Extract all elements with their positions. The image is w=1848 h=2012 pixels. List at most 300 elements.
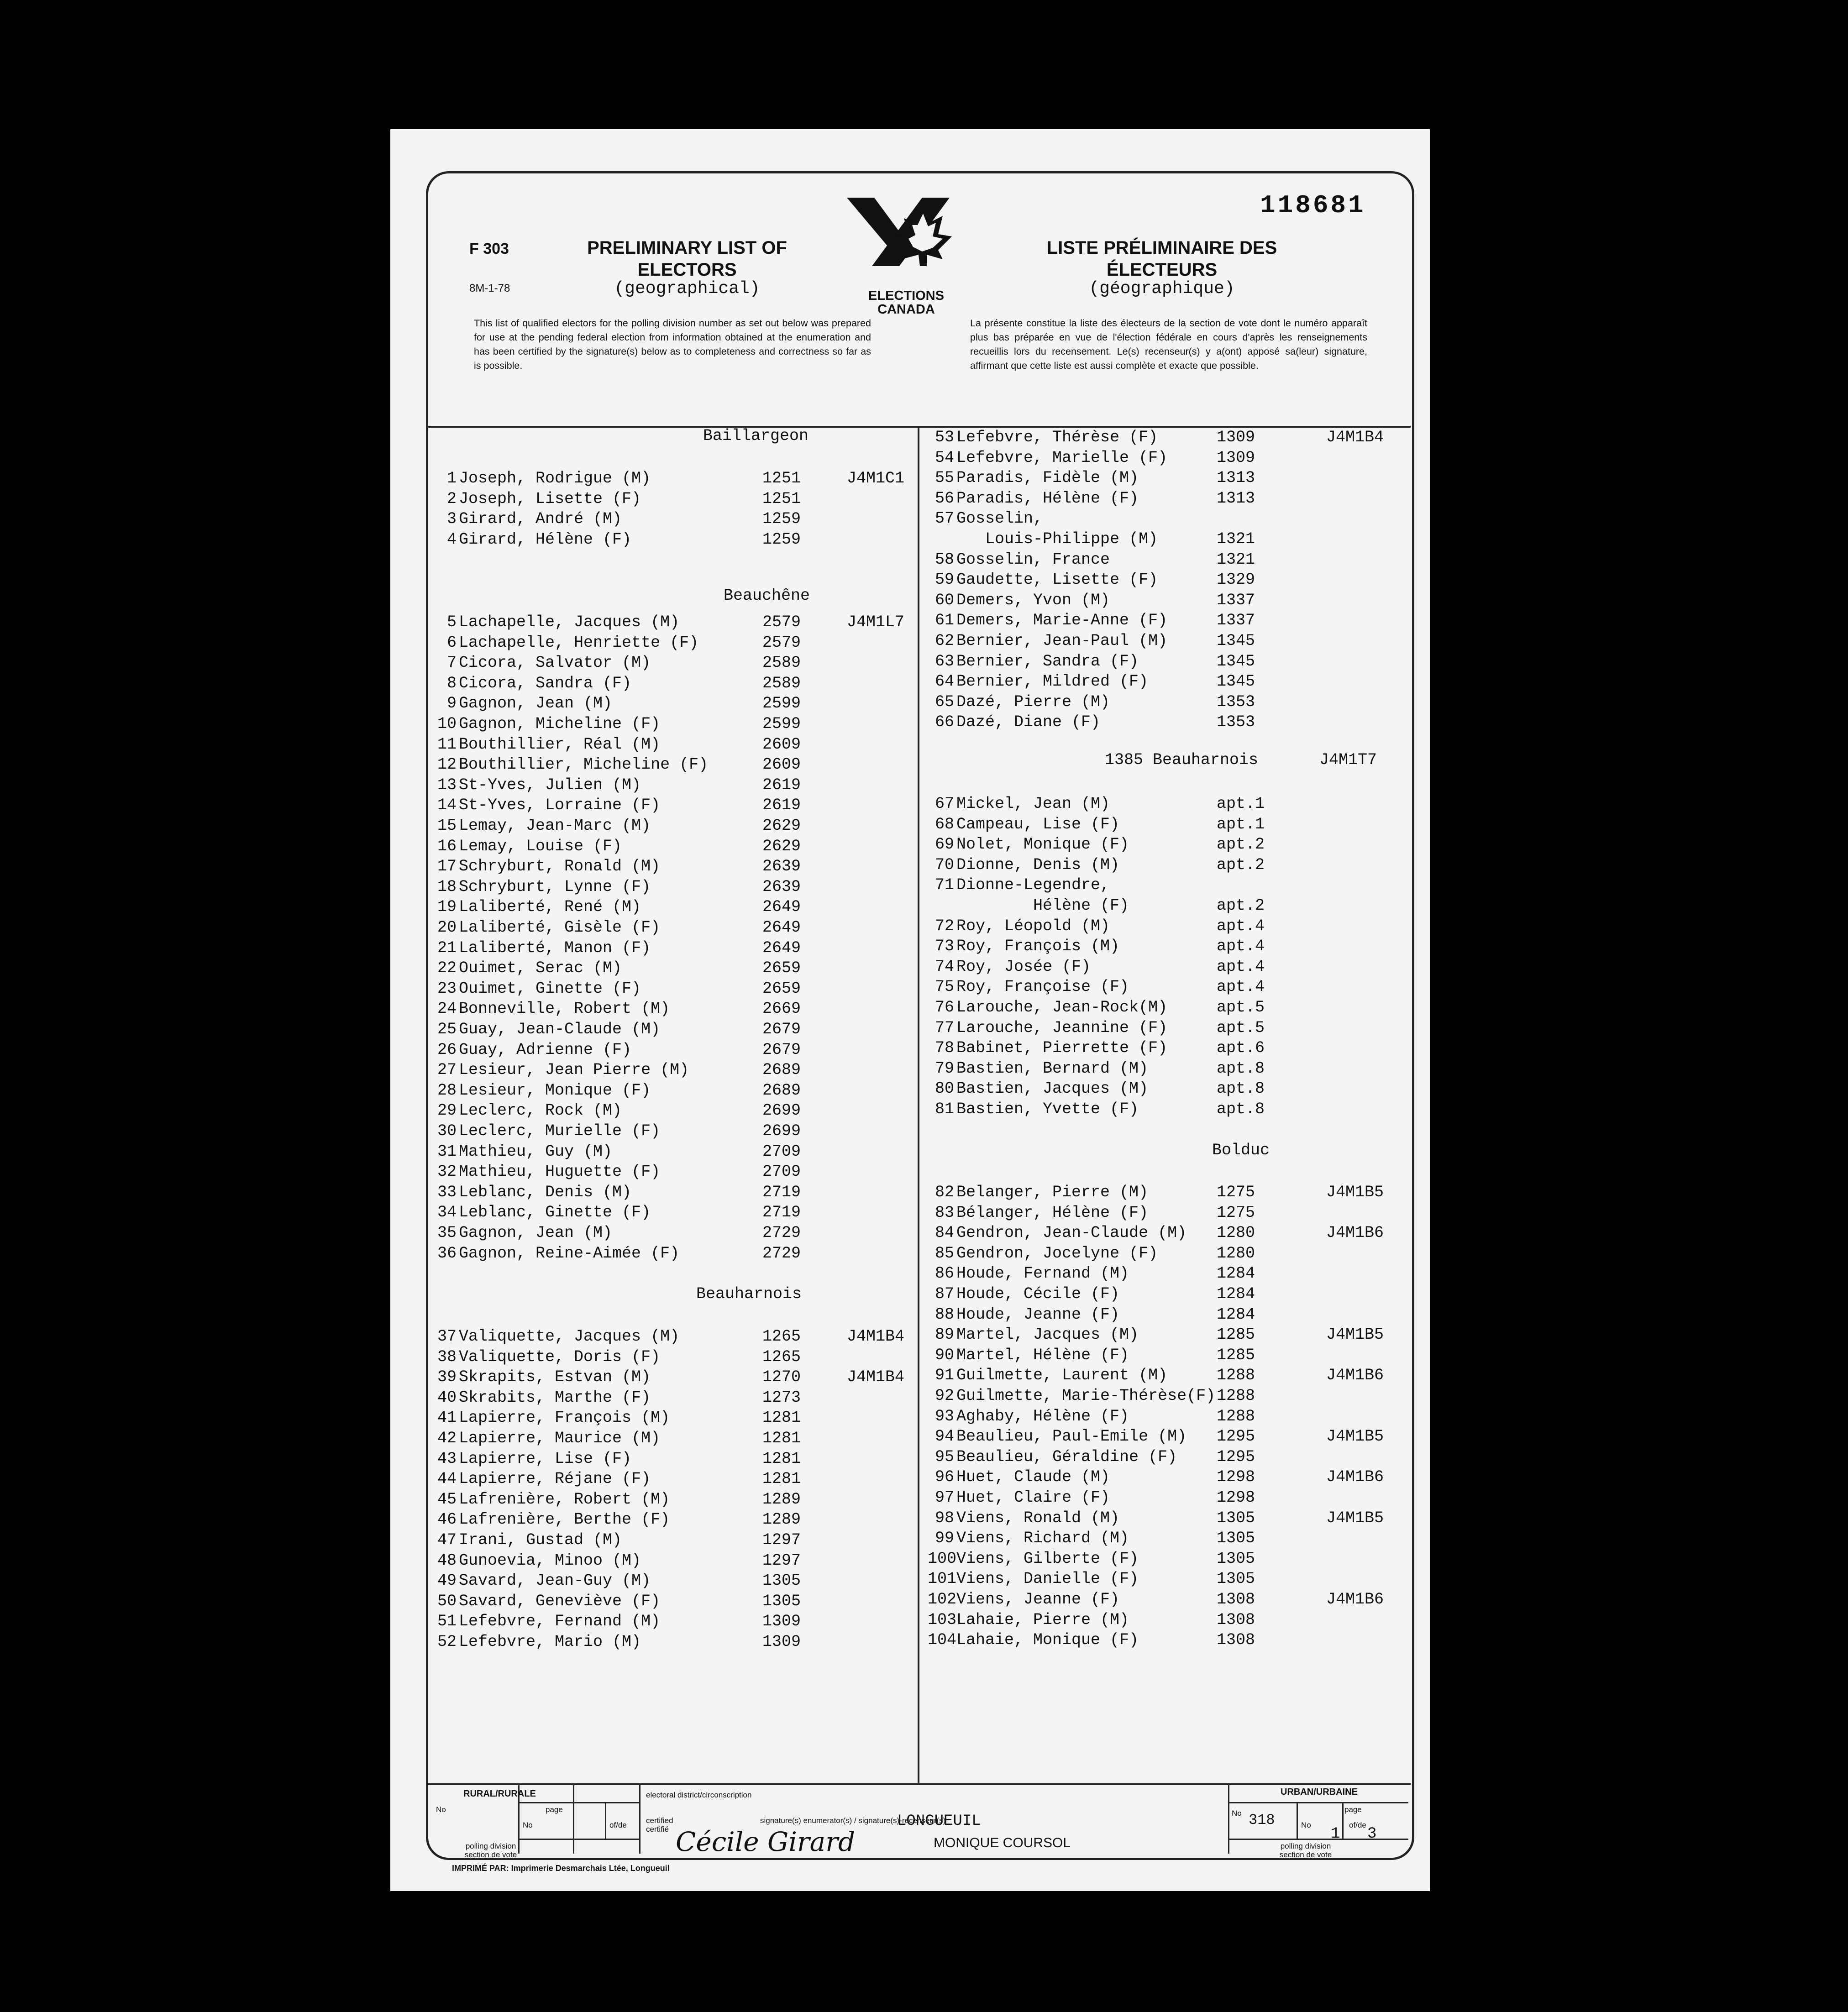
urban-page-label: page: [1344, 1805, 1362, 1814]
elector-address: 2639: [762, 877, 801, 896]
footer-line: [1228, 1785, 1229, 1854]
elector-address: 1305: [762, 1592, 801, 1610]
elector-name: Lapierre, Maurice (M): [459, 1429, 661, 1447]
subtitle-fr: (géographique): [1089, 279, 1235, 299]
elector-number: 50: [437, 1592, 457, 1610]
elector-address: 1305: [1217, 1570, 1255, 1588]
elector-name: Savard, Jean-Guy (M): [459, 1572, 651, 1590]
elector-address: 1305: [1217, 1529, 1255, 1548]
elector-name: Mickel, Jean (M): [956, 795, 1110, 813]
elector-name: Roy, François (M): [956, 937, 1120, 956]
elector-name: Dionne-Legendre,: [956, 876, 1110, 895]
elector-address: 2729: [762, 1224, 801, 1242]
elector-address: 1265: [762, 1347, 801, 1366]
footer-line: [573, 1785, 574, 1854]
polling-number: 318: [1249, 1812, 1275, 1829]
elector-name: Campeau, Lise (F): [956, 815, 1120, 833]
elector-name: Houde, Fernand (M): [956, 1264, 1129, 1283]
elector-number: 59: [934, 571, 954, 589]
elector-name: Louis-Philippe (M): [956, 530, 1158, 548]
elector-name: Laliberté, René (M): [459, 898, 641, 917]
elector-name: Lesieur, Monique (F): [459, 1081, 651, 1100]
title-fr: LISTE PRÉLIMINAIRE DES ÉLECTEURS: [1046, 238, 1277, 280]
elector-name: Bernier, Jean-Paul (M): [956, 632, 1168, 650]
elector-address: 1305: [762, 1572, 801, 1590]
elector-address: 1345: [1217, 632, 1255, 650]
elector-address: 1321: [1217, 550, 1255, 569]
elector-number: 65: [934, 692, 954, 711]
postal-code: J4M1B5: [1326, 1427, 1384, 1446]
elector-name: Schryburt, Ronald (M): [459, 857, 661, 876]
elector-number: 92: [934, 1387, 954, 1405]
postal-code: J4M1B6: [1326, 1224, 1384, 1242]
elector-name: Houde, Jeanne (F): [956, 1305, 1120, 1324]
elector-name: Leclerc, Rock (M): [459, 1101, 622, 1120]
elector-address: apt.4: [1217, 937, 1265, 956]
elector-name: Huet, Claude (M): [956, 1468, 1110, 1487]
postal-code: J4M1B5: [1326, 1183, 1384, 1201]
elector-address: 1313: [1217, 489, 1255, 508]
elector-name: Valiquette, Doris (F): [459, 1347, 661, 1366]
postal-code: J4M1B4: [847, 1368, 905, 1387]
elector-name: Gagnon, Micheline (F): [459, 715, 661, 733]
elector-address: 2649: [762, 918, 801, 937]
elector-address: 1353: [1217, 713, 1255, 732]
elector-number: 98: [934, 1509, 954, 1527]
elector-number: 16: [437, 837, 457, 855]
elector-address: 2659: [762, 959, 801, 978]
elector-name: Martel, Jacques (M): [956, 1326, 1139, 1344]
elector-number: 24: [437, 1000, 457, 1018]
elector-address: 1273: [762, 1388, 801, 1407]
column-divider: [918, 426, 919, 1783]
elector-name: Lachapelle, Henriette (F): [459, 633, 699, 652]
elector-number: 83: [934, 1203, 954, 1222]
elector-number: 70: [934, 855, 954, 874]
elector-name: Girard, André (M): [459, 510, 622, 529]
elector-name: Lefebvre, Marielle (F): [956, 448, 1168, 467]
elector-address: 2619: [762, 775, 801, 794]
elector-address: 2579: [762, 613, 801, 631]
elector-name: Savard, Geneviève (F): [459, 1592, 661, 1610]
elector-number: 29: [437, 1101, 457, 1120]
elector-number: 6: [446, 633, 457, 652]
street-heading: Beauharnois: [696, 1285, 802, 1303]
footer-line: [639, 1785, 640, 1854]
elector-address: 1288: [1217, 1366, 1255, 1385]
elector-address: 1270: [762, 1368, 801, 1387]
elector-address: 2719: [762, 1183, 801, 1201]
elector-name: Leblanc, Denis (M): [459, 1183, 632, 1201]
elector-number: 88: [934, 1305, 954, 1324]
elector-name: Guay, Adrienne (F): [459, 1040, 632, 1059]
rural-page-label: page: [546, 1805, 563, 1814]
elector-address: apt.5: [1217, 998, 1265, 1016]
postal-code: J4M1T7: [1319, 751, 1377, 769]
elector-number: 17: [437, 857, 457, 876]
elector-name: Roy, Françoise (F): [956, 978, 1129, 996]
rural-of-label: of/de: [609, 1821, 627, 1829]
street-heading: Baillargeon: [703, 427, 809, 445]
elector-address: apt.4: [1217, 917, 1265, 935]
footer-line: [1342, 1802, 1344, 1839]
elector-name: Ouimet, Ginette (F): [459, 979, 641, 998]
elector-number: 37: [437, 1327, 457, 1346]
elector-number: 48: [437, 1551, 457, 1570]
elector-name: Viens, Danielle (F): [956, 1570, 1139, 1588]
elector-address: 1289: [762, 1490, 801, 1509]
elector-number: 35: [437, 1224, 457, 1242]
elector-address: 1309: [762, 1633, 801, 1651]
elector-name: Lahaie, Pierre (M): [956, 1610, 1129, 1629]
elector-address: 2669: [762, 1000, 801, 1018]
elector-number: 20: [437, 918, 457, 937]
elector-name: Bastien, Jacques (M): [956, 1079, 1149, 1098]
elector-address: 2579: [762, 633, 801, 652]
elector-number: 64: [934, 672, 954, 691]
elector-address: 2649: [762, 898, 801, 917]
elector-address: 1295: [1217, 1427, 1255, 1446]
elector-number: 85: [934, 1244, 954, 1263]
elector-address: apt.8: [1217, 1100, 1265, 1118]
elector-address: 1308: [1217, 1610, 1255, 1629]
elector-address: 1298: [1217, 1468, 1255, 1487]
elector-number: 26: [437, 1040, 457, 1059]
elector-name: Leblanc, Ginette (F): [459, 1203, 651, 1222]
elector-name: St-Yves, Lorraine (F): [459, 796, 661, 815]
elector-address: 2659: [762, 979, 801, 998]
elector-address: 1353: [1217, 692, 1255, 711]
rural-no-label: No: [436, 1805, 446, 1814]
elector-address: 1288: [1217, 1387, 1255, 1405]
elector-address: 1281: [762, 1470, 801, 1488]
elector-number: 101: [928, 1570, 957, 1588]
elector-name: Viens, Jeanne (F): [956, 1590, 1120, 1609]
elector-address: apt.6: [1217, 1039, 1265, 1058]
elector-name: Lemay, Louise (F): [459, 837, 622, 855]
elections-canada-logo-icon: [845, 198, 968, 293]
elector-number: 91: [934, 1366, 954, 1385]
polling-label: polling division section de vote: [464, 1842, 517, 1859]
elector-name: Gendron, Jean-Claude (M): [956, 1224, 1187, 1242]
elector-name: Lemay, Jean-Marc (M): [459, 817, 651, 835]
elector-number: 38: [437, 1347, 457, 1366]
elector-number: 7: [446, 654, 457, 672]
elector-number: 42: [437, 1429, 457, 1447]
elector-name: Gunoevia, Minoo (M): [459, 1551, 641, 1570]
elector-name: Beaulieu, Paul-Emile (M): [956, 1427, 1187, 1446]
elector-name: Dazé, Pierre (M): [956, 692, 1110, 711]
elector-address: 1337: [1217, 591, 1255, 609]
postal-code: J4M1B6: [1326, 1590, 1384, 1609]
title-en: PRELIMINARY LIST OF ELECTORS: [587, 238, 787, 280]
elector-number: 81: [934, 1100, 954, 1118]
elector-address: 2589: [762, 674, 801, 692]
elector-name: Lapierre, François (M): [459, 1409, 670, 1427]
rural-no-label: No: [523, 1821, 533, 1829]
elector-number: 71: [934, 876, 954, 895]
elector-number: 13: [437, 775, 457, 794]
elector-address: 2619: [762, 796, 801, 815]
elector-number: 69: [934, 835, 954, 854]
elector-number: 10: [437, 715, 457, 733]
elector-address: 2609: [762, 755, 801, 774]
elector-number: 72: [934, 917, 954, 935]
elector-name: Paradis, Fidèle (M): [956, 469, 1139, 487]
elector-number: 49: [437, 1572, 457, 1590]
elector-number: 96: [934, 1468, 954, 1487]
elector-name: Valiquette, Jacques (M): [459, 1327, 680, 1346]
elector-name: Bouthillier, Réal (M): [459, 735, 661, 754]
elector-name: Mathieu, Guy (M): [459, 1142, 613, 1161]
elector-number: 3: [446, 510, 457, 529]
elector-name: Ouimet, Serac (M): [459, 959, 622, 978]
elector-address: 2629: [762, 837, 801, 855]
elector-name: Cicora, Salvator (M): [459, 654, 651, 672]
elector-number: 14: [437, 796, 457, 815]
elector-name: Guilmette, Marie-Thérèse(F): [956, 1387, 1216, 1405]
elector-number: 67: [934, 795, 954, 813]
elector-number: 78: [934, 1039, 954, 1058]
elector-number: 52: [437, 1633, 457, 1651]
elector-number: 68: [934, 815, 954, 833]
district-label: electoral district/circonscription: [646, 1791, 752, 1799]
elector-name: Belanger, Pierre (M): [956, 1183, 1149, 1201]
elector-name: Roy, Josée (F): [956, 957, 1091, 976]
elector-address: 2599: [762, 715, 801, 733]
elector-number: 66: [934, 713, 954, 732]
urban-no-label: No: [1301, 1821, 1311, 1829]
elector-name: Lefebvre, Thérèse (F): [956, 428, 1158, 446]
elector-name: Joseph, Lisette (F): [459, 489, 641, 508]
elector-address: 1289: [762, 1510, 801, 1529]
elector-address: apt.8: [1217, 1079, 1265, 1098]
elector-address: 2679: [762, 1020, 801, 1038]
postal-code: J4M1B4: [847, 1327, 905, 1346]
elector-name: Gagnon, Reine-Aimée (F): [459, 1244, 680, 1263]
elector-name: Bélanger, Hélène (F): [956, 1203, 1149, 1222]
elector-number: 27: [437, 1061, 457, 1079]
elector-name: Viens, Richard (M): [956, 1529, 1129, 1548]
elector-address: 1308: [1217, 1631, 1255, 1650]
elector-name: Cicora, Sandra (F): [459, 674, 632, 692]
postal-code: J4M1B4: [1326, 428, 1384, 446]
street-heading: Bolduc: [1212, 1141, 1270, 1159]
elector-address: 1345: [1217, 652, 1255, 671]
elector-address: 2699: [762, 1101, 801, 1120]
elector-name: Joseph, Rodrigue (M): [459, 469, 651, 487]
elector-name: Bonneville, Robert (M): [459, 1000, 670, 1018]
elector-number: 33: [437, 1183, 457, 1201]
elector-name: Leclerc, Murielle (F): [459, 1122, 661, 1140]
elector-address: 1259: [762, 530, 801, 549]
elector-name: Beaulieu, Géraldine (F): [956, 1447, 1177, 1466]
elector-number: 11: [437, 735, 457, 754]
elector-name: Aghaby, Hélène (F): [956, 1407, 1129, 1425]
elector-name: Gaudette, Lisette (F): [956, 571, 1158, 589]
postal-code: J4M1B6: [1326, 1468, 1384, 1487]
elector-number: 51: [437, 1612, 457, 1631]
elector-address: 2679: [762, 1040, 801, 1059]
elector-number: 55: [934, 469, 954, 487]
elector-address: 2709: [762, 1142, 801, 1161]
postal-code: J4M1B5: [1326, 1326, 1384, 1344]
elector-address: 1337: [1217, 611, 1255, 630]
elector-name: Larouche, Jeannine (F): [956, 1018, 1168, 1037]
elector-address: apt.1: [1217, 795, 1265, 813]
footer-line: [1297, 1802, 1298, 1839]
elector-address: 2719: [762, 1203, 801, 1222]
urban-of-label: of/de: [1349, 1821, 1366, 1829]
elector-number: 5: [446, 613, 457, 631]
elector-address: apt.2: [1217, 896, 1265, 915]
elector-name: Skrabits, Marthe (F): [459, 1388, 651, 1407]
street-heading: 1385 Beauharnois: [1105, 751, 1259, 769]
elector-name: Lafrenière, Berthe (F): [459, 1510, 670, 1529]
elector-number: 46: [437, 1510, 457, 1529]
elector-name: Lafrenière, Robert (M): [459, 1490, 670, 1509]
elector-address: 1284: [1217, 1264, 1255, 1283]
elector-number: 36: [437, 1244, 457, 1263]
elector-address: 2729: [762, 1244, 801, 1263]
elector-number: 9: [446, 694, 457, 713]
elector-address: 1288: [1217, 1407, 1255, 1425]
elector-name: Lefebvre, Fernand (M): [459, 1612, 661, 1631]
elector-number: 34: [437, 1203, 457, 1222]
urban-label: URBAN/URBAINE: [1281, 1787, 1358, 1797]
elector-address: 1297: [762, 1551, 801, 1570]
elector-name: Hélène (F): [956, 896, 1129, 915]
elector-name: Gagnon, Jean (M): [459, 694, 613, 713]
elector-address: 1251: [762, 469, 801, 487]
elector-number: 56: [934, 489, 954, 508]
elector-name: Babinet, Pierrette (F): [956, 1039, 1168, 1058]
intro-fr: La présente constitue la liste des électeurs de la section de vote dont le numéro apparaît plus bas préparée en vue de l'élection fédérale en cours d'après les renseignements recueillis lors du recensement. Le(s) recenseur(s) y a(ont) apposé sa(leur) signature, affirmant que cette liste est aussi complète et exacte que possible.: [970, 318, 1367, 371]
elector-address: 1305: [1217, 1509, 1255, 1527]
elector-name: Viens, Gilberte (F): [956, 1549, 1139, 1568]
elector-number: 80: [934, 1079, 954, 1098]
elector-name: Laliberté, Manon (F): [459, 938, 651, 957]
elector-number: 62: [934, 632, 954, 650]
elector-number: 28: [437, 1081, 457, 1100]
elector-name: Gendron, Jocelyne (F): [956, 1244, 1158, 1263]
elector-name: Roy, Léopold (M): [956, 917, 1110, 935]
elector-number: 23: [437, 979, 457, 998]
elector-address: 2589: [762, 654, 801, 672]
elector-address: apt.1: [1217, 815, 1265, 833]
elector-address: 1309: [1217, 428, 1255, 446]
elector-number: 8: [446, 674, 457, 692]
elector-address: 1275: [1217, 1183, 1255, 1201]
elector-address: 1345: [1217, 672, 1255, 691]
elector-number: 60: [934, 591, 954, 609]
footer-line: [1228, 1839, 1408, 1840]
elector-address: 1259: [762, 510, 801, 529]
elector-name: Mathieu, Huguette (F): [459, 1163, 661, 1181]
elector-name: Bernier, Mildred (F): [956, 672, 1149, 691]
elector-number: 41: [437, 1409, 457, 1427]
elector-number: 61: [934, 611, 954, 630]
elector-address: 1321: [1217, 530, 1255, 548]
elector-number: 94: [934, 1427, 954, 1446]
elector-address: 2629: [762, 817, 801, 835]
elector-address: apt.8: [1217, 1059, 1265, 1078]
elector-number: 74: [934, 957, 954, 976]
postal-code: J4M1B5: [1326, 1509, 1384, 1527]
elector-name: Demers, Marie-Anne (F): [956, 611, 1168, 630]
elector-number: 87: [934, 1285, 954, 1303]
elector-address: apt.2: [1217, 855, 1265, 874]
document-number: 118681: [1260, 191, 1366, 220]
elector-number: 43: [437, 1449, 457, 1468]
elector-number: 19: [437, 898, 457, 917]
elector-number: 84: [934, 1224, 954, 1242]
postal-code: J4M1C1: [847, 469, 905, 487]
elector-name: Laliberté, Gisèle (F): [459, 918, 661, 937]
footer-line: [518, 1802, 639, 1803]
elector-number: 82: [934, 1183, 954, 1201]
elector-address: 1281: [762, 1449, 801, 1468]
elector-name: Huet, Claire (F): [956, 1488, 1110, 1507]
elector-address: 2649: [762, 938, 801, 957]
elector-number: 76: [934, 998, 954, 1016]
printer-credit: IMPRIMÉ PAR: Imprimerie Desmarchais Ltée, Longueuil: [452, 1864, 670, 1873]
elector-name: Demers, Yvon (M): [956, 591, 1110, 609]
elector-address: 2599: [762, 694, 801, 713]
elector-address: 2639: [762, 857, 801, 876]
elector-name: Guilmette, Laurent (M): [956, 1366, 1168, 1385]
elector-number: 15: [437, 817, 457, 835]
page-number: 1: [1331, 1825, 1340, 1843]
elector-address: 1305: [1217, 1549, 1255, 1568]
elector-number: 77: [934, 1018, 954, 1037]
elector-number: 90: [934, 1346, 954, 1364]
elector-address: 1281: [762, 1409, 801, 1427]
elector-address: 1284: [1217, 1305, 1255, 1324]
elector-name: Houde, Cécile (F): [956, 1285, 1120, 1303]
elector-number: 102: [928, 1590, 957, 1609]
elector-number: 95: [934, 1447, 954, 1466]
elector-address: 1265: [762, 1327, 801, 1346]
elector-address: 2689: [762, 1081, 801, 1100]
elector-address: 1280: [1217, 1244, 1255, 1263]
elector-number: 99: [934, 1529, 954, 1548]
elector-number: 63: [934, 652, 954, 671]
elector-address: 1329: [1217, 571, 1255, 589]
elector-name: Lapierre, Réjane (F): [459, 1470, 651, 1488]
elector-number: 40: [437, 1388, 457, 1407]
elector-name: Guay, Jean-Claude (M): [459, 1020, 661, 1038]
form-paper: [390, 129, 1430, 1891]
elector-name: Dionne, Denis (M): [956, 855, 1120, 874]
elector-number: 47: [437, 1531, 457, 1549]
elector-name: Bernier, Sandra (F): [956, 652, 1139, 671]
postal-code: J4M1B6: [1326, 1366, 1384, 1385]
polling-label: polling division section de vote: [1279, 1842, 1332, 1859]
elector-address: 1298: [1217, 1488, 1255, 1507]
certified-label: certified certifié: [646, 1816, 673, 1834]
signature-label: signature(s) enumerator(s) / signature(s)-recenseur(s): [760, 1816, 946, 1825]
postal-code: J4M1L7: [847, 613, 905, 631]
elector-number: 31: [437, 1142, 457, 1161]
elector-name: Lachapelle, Jacques (M): [459, 613, 680, 631]
elector-number: 89: [934, 1326, 954, 1344]
elector-number: 73: [934, 937, 954, 956]
elector-number: 18: [437, 877, 457, 896]
elector-address: 2609: [762, 735, 801, 754]
elector-number: 86: [934, 1264, 954, 1283]
elector-address: 1281: [762, 1429, 801, 1447]
